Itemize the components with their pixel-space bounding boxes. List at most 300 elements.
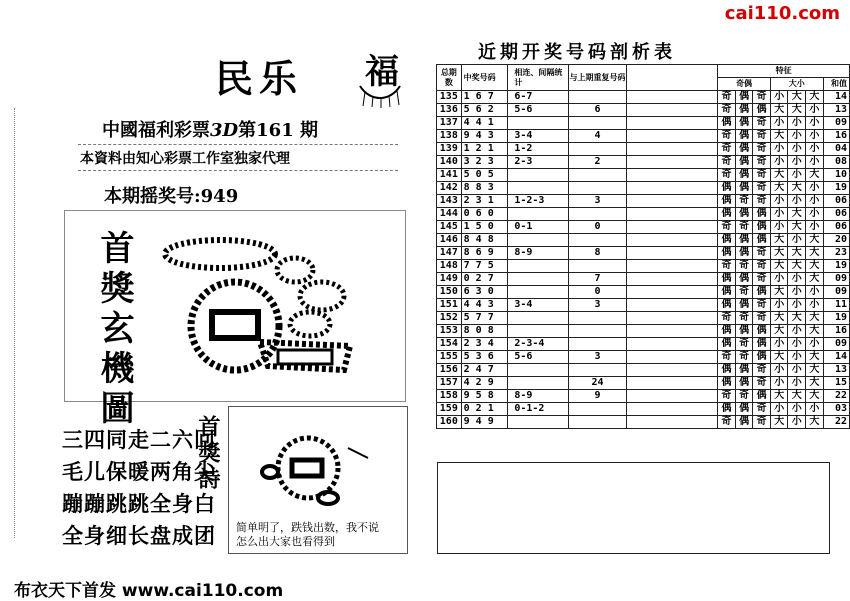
- odd-even-cell: 偶: [753, 221, 771, 234]
- blank-cell: [627, 234, 718, 247]
- issue-cell: 156: [437, 364, 462, 377]
- number-cell: 3 2 3: [461, 156, 508, 169]
- number-cell: 0 6 0: [461, 208, 508, 221]
- lottery-issue-title: 中國福利彩票3D第161 期: [102, 120, 318, 141]
- odd-even-cell: 偶: [718, 299, 736, 312]
- big-small-cell: 大: [806, 416, 824, 429]
- number-cell: 8 0 8: [461, 325, 508, 338]
- repeat-cell: 4: [568, 130, 626, 143]
- big-small-cell: 小: [788, 325, 806, 338]
- sum-cell: 08: [823, 156, 849, 169]
- odd-even-cell: 偶: [718, 195, 736, 208]
- big-small-cell: 大: [806, 234, 824, 247]
- repeat-cell: 6: [568, 104, 626, 117]
- odd-even-cell: 奇: [753, 117, 771, 130]
- issue-cell: 148: [437, 260, 462, 273]
- blank-cell: [627, 325, 718, 338]
- relation-cell: 8-9: [508, 390, 569, 403]
- relation-cell: [508, 312, 569, 325]
- relation-cell: [508, 416, 569, 429]
- issue-cell: 135: [437, 91, 462, 104]
- footer-site-line: 布衣天下首发 www.cai110.com: [14, 581, 284, 601]
- big-small-cell: 小: [770, 403, 788, 416]
- odd-even-cell: 偶: [735, 377, 753, 390]
- odd-even-cell: 奇: [753, 143, 771, 156]
- repeat-cell: [568, 403, 626, 416]
- table-row: [437, 416, 850, 429]
- margin-ad-column: [6, 108, 15, 538]
- sum-cell: 14: [823, 91, 849, 104]
- odd-even-cell: 奇: [753, 195, 771, 208]
- odd-even-cell: 奇: [718, 104, 736, 117]
- odd-even-cell: 偶: [735, 117, 753, 130]
- big-small-cell: 大: [806, 247, 824, 260]
- repeat-cell: [568, 234, 626, 247]
- big-small-cell: 小: [770, 221, 788, 234]
- big-small-cell: 大: [788, 104, 806, 117]
- sum-cell: 19: [823, 260, 849, 273]
- odd-even-cell: 奇: [718, 221, 736, 234]
- notes-box: [437, 462, 830, 554]
- big-small-cell: 小: [806, 221, 824, 234]
- blank-cell: [627, 169, 718, 182]
- sum-cell: 20: [823, 234, 849, 247]
- blank-cell: [627, 247, 718, 260]
- odd-even-cell: 偶: [735, 234, 753, 247]
- big-small-cell: 小: [788, 338, 806, 351]
- big-small-cell: 大: [770, 234, 788, 247]
- odd-even-cell: 奇: [735, 260, 753, 273]
- number-cell: 9 4 9: [461, 416, 508, 429]
- number-cell: 2 3 4: [461, 338, 508, 351]
- repeat-cell: 24: [568, 377, 626, 390]
- odd-even-cell: 奇: [718, 156, 736, 169]
- relation-cell: [508, 364, 569, 377]
- repeat-cell: 9: [568, 390, 626, 403]
- odd-even-cell: 偶: [718, 286, 736, 299]
- sum-cell: 09: [823, 117, 849, 130]
- poem-line-1: 三四同走二六回: [62, 428, 216, 452]
- big-small-cell: 小: [806, 182, 824, 195]
- number-cell: 1 2 1: [461, 143, 508, 156]
- odd-even-cell: 偶: [718, 403, 736, 416]
- table-title: 近期开奖号码剖析表: [478, 42, 676, 63]
- big-small-cell: 大: [770, 390, 788, 403]
- odd-even-cell: 偶: [753, 325, 771, 338]
- issue-cell: 152: [437, 312, 462, 325]
- number-cell: 8 8 3: [461, 182, 508, 195]
- blank-cell: [627, 104, 718, 117]
- big-small-cell: 大: [806, 351, 824, 364]
- big-small-cell: 大: [806, 377, 824, 390]
- table-row: [437, 260, 850, 273]
- odd-even-cell: 奇: [735, 351, 753, 364]
- big-small-cell: 大: [788, 247, 806, 260]
- big-small-cell: 小: [770, 338, 788, 351]
- repeat-cell: 0: [568, 221, 626, 234]
- odd-even-cell: 偶: [718, 234, 736, 247]
- repeat-cell: [568, 91, 626, 104]
- big-small-cell: 大: [788, 312, 806, 325]
- header-odd-even: 奇偶: [718, 78, 771, 91]
- blank-cell: [627, 364, 718, 377]
- number-cell: 8 4 8: [461, 234, 508, 247]
- relation-cell: 0-1-2: [508, 403, 569, 416]
- big-small-cell: 小: [806, 195, 824, 208]
- big-small-cell: 小: [806, 104, 824, 117]
- big-small-cell: 小: [806, 156, 824, 169]
- number-cell: 5 6 2: [461, 104, 508, 117]
- blank-cell: [627, 351, 718, 364]
- table-row: [437, 169, 850, 182]
- odd-even-cell: 偶: [753, 286, 771, 299]
- relation-cell: 3-4: [508, 130, 569, 143]
- relation-cell: [508, 286, 569, 299]
- table-row: [437, 390, 850, 403]
- number-cell: 0 2 7: [461, 273, 508, 286]
- repeat-cell: [568, 182, 626, 195]
- sum-cell: 14: [823, 351, 849, 364]
- relation-cell: 1-2-3: [508, 195, 569, 208]
- big-small-cell: 大: [770, 260, 788, 273]
- repeat-cell: 7: [568, 273, 626, 286]
- big-small-cell: 大: [806, 91, 824, 104]
- big-small-cell: 大: [788, 260, 806, 273]
- odd-even-cell: 偶: [718, 338, 736, 351]
- relation-cell: 1-2: [508, 143, 569, 156]
- big-small-cell: 小: [788, 195, 806, 208]
- table-row: [437, 208, 850, 221]
- big-small-cell: 小: [788, 130, 806, 143]
- relation-cell: [508, 182, 569, 195]
- table-row: [437, 117, 850, 130]
- big-small-cell: 大: [806, 364, 824, 377]
- relation-cell: [508, 234, 569, 247]
- sum-cell: 16: [823, 130, 849, 143]
- odd-even-cell: 偶: [753, 351, 771, 364]
- odd-even-cell: 偶: [735, 143, 753, 156]
- poem-line-4: 全身细长盘成团: [62, 524, 216, 548]
- header-relation: 相连、间隔统计: [508, 65, 569, 91]
- big-small-cell: 小: [788, 234, 806, 247]
- number-cell: 2 4 7: [461, 364, 508, 377]
- table-row: [437, 104, 850, 117]
- odd-even-cell: 奇: [718, 169, 736, 182]
- table-row: [437, 273, 850, 286]
- relation-cell: 5-6: [508, 351, 569, 364]
- odd-even-cell: 奇: [718, 390, 736, 403]
- relation-cell: 5-6: [508, 104, 569, 117]
- big-small-cell: 小: [788, 351, 806, 364]
- repeat-cell: [568, 117, 626, 130]
- hint-text-line-1: 简单明了，跌钱出数，我不说: [236, 521, 379, 534]
- table-row: [437, 182, 850, 195]
- repeat-cell: 8: [568, 247, 626, 260]
- issue-cell: 159: [437, 403, 462, 416]
- odd-even-cell: 偶: [718, 117, 736, 130]
- relation-cell: [508, 377, 569, 390]
- big-small-cell: 小: [770, 156, 788, 169]
- sum-cell: 22: [823, 416, 849, 429]
- big-small-cell: 小: [788, 364, 806, 377]
- agent-notice: 本資料由知心彩票工作室独家代理: [80, 151, 290, 167]
- sum-cell: 06: [823, 195, 849, 208]
- big-small-cell: 大: [806, 273, 824, 286]
- hint-text-line-2: 怎么出大家也看得到: [236, 535, 335, 548]
- blank-cell: [627, 390, 718, 403]
- big-small-cell: 小: [788, 377, 806, 390]
- big-small-cell: 小: [770, 195, 788, 208]
- number-cell: 8 6 9: [461, 247, 508, 260]
- number-cell: 9 4 3: [461, 130, 508, 143]
- odd-even-cell: 偶: [718, 247, 736, 260]
- big-small-cell: 大: [770, 169, 788, 182]
- repeat-cell: 3: [568, 195, 626, 208]
- big-small-cell: 小: [806, 143, 824, 156]
- odd-even-cell: 偶: [735, 156, 753, 169]
- odd-even-cell: 奇: [735, 195, 753, 208]
- blank-cell: [627, 286, 718, 299]
- odd-even-cell: 偶: [753, 390, 771, 403]
- number-cell: 1 6 7: [461, 91, 508, 104]
- table-row: [437, 143, 850, 156]
- repeat-cell: [568, 338, 626, 351]
- big-small-cell: 小: [788, 299, 806, 312]
- puzzle-caption-note: [82, 390, 85, 399]
- blank-cell: [627, 338, 718, 351]
- logo-fu-character: 福: [365, 52, 399, 92]
- blank-cell: [627, 91, 718, 104]
- odd-even-cell: 奇: [718, 312, 736, 325]
- relation-cell: [508, 325, 569, 338]
- sum-cell: 09: [823, 286, 849, 299]
- repeat-cell: 0: [568, 286, 626, 299]
- odd-even-cell: 奇: [753, 169, 771, 182]
- divider: [78, 144, 398, 146]
- relation-cell: 8-9: [508, 247, 569, 260]
- sum-cell: 09: [823, 338, 849, 351]
- repeat-cell: [568, 143, 626, 156]
- issue-cell: 138: [437, 130, 462, 143]
- issue-cell: 154: [437, 338, 462, 351]
- table-row: [437, 364, 850, 377]
- odd-even-cell: 奇: [753, 364, 771, 377]
- odd-even-cell: 偶: [718, 182, 736, 195]
- fu-tassel-decoration: [355, 82, 405, 108]
- big-small-cell: 大: [788, 182, 806, 195]
- issue-cell: 142: [437, 182, 462, 195]
- blank-cell: [627, 273, 718, 286]
- big-small-cell: 小: [788, 403, 806, 416]
- repeat-cell: 3: [568, 351, 626, 364]
- big-small-cell: 小: [788, 169, 806, 182]
- sum-cell: 10: [823, 169, 849, 182]
- issue-cell: 137: [437, 117, 462, 130]
- big-small-cell: 大: [770, 286, 788, 299]
- big-small-cell: 小: [770, 364, 788, 377]
- number-cell: 4 4 3: [461, 299, 508, 312]
- odd-even-cell: 偶: [718, 325, 736, 338]
- repeat-cell: [568, 312, 626, 325]
- issue-cell: 141: [437, 169, 462, 182]
- odd-even-cell: 奇: [718, 260, 736, 273]
- odd-even-cell: 偶: [735, 208, 753, 221]
- odd-even-cell: 偶: [735, 325, 753, 338]
- big-small-cell: 大: [770, 130, 788, 143]
- issue-cell: 160: [437, 416, 462, 429]
- big-small-cell: 小: [806, 286, 824, 299]
- poem-line-2: 毛儿保暖两角尖: [62, 460, 216, 484]
- big-small-cell: 大: [788, 221, 806, 234]
- sum-cell: 22: [823, 390, 849, 403]
- big-small-cell: 大: [770, 182, 788, 195]
- sum-cell: 11: [823, 299, 849, 312]
- header-blank: [627, 65, 718, 91]
- table-row: [437, 286, 850, 299]
- big-small-cell: 大: [770, 312, 788, 325]
- odd-even-cell: 奇: [718, 351, 736, 364]
- sum-cell: 06: [823, 221, 849, 234]
- odd-even-cell: 奇: [735, 390, 753, 403]
- big-small-cell: 小: [770, 143, 788, 156]
- big-small-cell: 小: [806, 299, 824, 312]
- divider: [78, 170, 398, 172]
- big-small-cell: 小: [770, 377, 788, 390]
- odd-even-cell: 奇: [718, 91, 736, 104]
- table-row: [437, 195, 850, 208]
- number-cell: 5 3 6: [461, 351, 508, 364]
- big-small-cell: 小: [770, 299, 788, 312]
- blank-cell: [627, 143, 718, 156]
- repeat-cell: [568, 260, 626, 273]
- big-small-cell: 大: [788, 208, 806, 221]
- odd-even-cell: 奇: [753, 156, 771, 169]
- odd-even-cell: 偶: [735, 169, 753, 182]
- big-small-cell: 小: [788, 273, 806, 286]
- table-row: [437, 130, 850, 143]
- big-small-cell: 小: [806, 403, 824, 416]
- number-cell: 5 0 5: [461, 169, 508, 182]
- big-small-cell: 大: [806, 390, 824, 403]
- odd-even-cell: 奇: [753, 247, 771, 260]
- repeat-cell: [568, 416, 626, 429]
- odd-even-cell: 偶: [735, 91, 753, 104]
- relation-cell: [508, 273, 569, 286]
- issue-cell: 144: [437, 208, 462, 221]
- issue-cell: 150: [437, 286, 462, 299]
- odd-even-cell: 偶: [735, 364, 753, 377]
- issue-cell: 139: [437, 143, 462, 156]
- number-cell: 5 7 7: [461, 312, 508, 325]
- odd-even-cell: 奇: [753, 377, 771, 390]
- table-row: [437, 234, 850, 247]
- issue-cell: 155: [437, 351, 462, 364]
- history-table: [436, 64, 850, 429]
- big-small-cell: 小: [788, 416, 806, 429]
- hint-drawing: [248, 428, 378, 508]
- issue-cell: 149: [437, 273, 462, 286]
- odd-even-cell: 奇: [753, 416, 771, 429]
- big-small-cell: 小: [806, 117, 824, 130]
- odd-even-cell: 奇: [753, 91, 771, 104]
- blank-cell: [627, 416, 718, 429]
- odd-even-cell: 偶: [735, 273, 753, 286]
- odd-even-cell: 奇: [718, 143, 736, 156]
- odd-even-cell: 奇: [753, 130, 771, 143]
- header-repeat: 与上期重复号码: [568, 65, 626, 91]
- blank-cell: [627, 195, 718, 208]
- odd-even-cell: 偶: [735, 299, 753, 312]
- big-small-cell: 小: [770, 91, 788, 104]
- big-small-cell: 小: [806, 338, 824, 351]
- issue-cell: 143: [437, 195, 462, 208]
- relation-cell: 6-7: [508, 91, 569, 104]
- odd-even-cell: 偶: [753, 338, 771, 351]
- odd-even-cell: 偶: [735, 403, 753, 416]
- odd-even-cell: 奇: [735, 221, 753, 234]
- site-watermark: cai110.com: [724, 3, 840, 24]
- number-cell: 1 5 0: [461, 221, 508, 234]
- puzzle-title: 首獎玄機圖: [94, 230, 134, 430]
- big-small-cell: 小: [806, 130, 824, 143]
- sum-cell: 09: [823, 273, 849, 286]
- odd-even-cell: 偶: [718, 377, 736, 390]
- big-small-cell: 大: [806, 312, 824, 325]
- header-issue: 总期数: [437, 65, 462, 91]
- issue-cell: 151: [437, 299, 462, 312]
- number-cell: 9 5 8: [461, 390, 508, 403]
- odd-even-cell: 奇: [735, 286, 753, 299]
- table-row: [437, 325, 850, 338]
- poem-title: 首獎詩: [195, 415, 221, 493]
- blank-cell: [627, 156, 718, 169]
- header-big-small: 大小: [770, 78, 823, 91]
- blank-cell: [627, 130, 718, 143]
- big-small-cell: 大: [770, 351, 788, 364]
- blank-cell: [627, 312, 718, 325]
- blank-cell: [627, 208, 718, 221]
- sum-cell: 13: [823, 104, 849, 117]
- issue-cell: 147: [437, 247, 462, 260]
- odd-even-cell: 偶: [753, 234, 771, 247]
- big-small-cell: 小: [788, 286, 806, 299]
- number-cell: 6 3 0: [461, 286, 508, 299]
- odd-even-cell: 偶: [735, 130, 753, 143]
- odd-even-cell: 奇: [718, 416, 736, 429]
- number-cell: 0 2 1: [461, 403, 508, 416]
- blank-cell: [627, 403, 718, 416]
- big-small-cell: 大: [770, 325, 788, 338]
- issue-cell: 158: [437, 390, 462, 403]
- header-number: 中奖号码: [461, 65, 508, 91]
- blank-cell: [627, 299, 718, 312]
- table-row: [437, 156, 850, 169]
- header-feature: 特征: [718, 65, 850, 78]
- odd-even-cell: 偶: [718, 364, 736, 377]
- relation-cell: 3-4: [508, 299, 569, 312]
- odd-even-cell: 奇: [753, 260, 771, 273]
- big-small-cell: 小: [770, 117, 788, 130]
- repeat-cell: 3: [568, 299, 626, 312]
- odd-even-cell: 偶: [718, 208, 736, 221]
- big-small-cell: 小: [788, 143, 806, 156]
- table-row: [437, 221, 850, 234]
- issue-cell: 153: [437, 325, 462, 338]
- odd-even-cell: 偶: [735, 247, 753, 260]
- big-small-cell: 大: [770, 416, 788, 429]
- repeat-cell: [568, 325, 626, 338]
- sum-cell: 06: [823, 208, 849, 221]
